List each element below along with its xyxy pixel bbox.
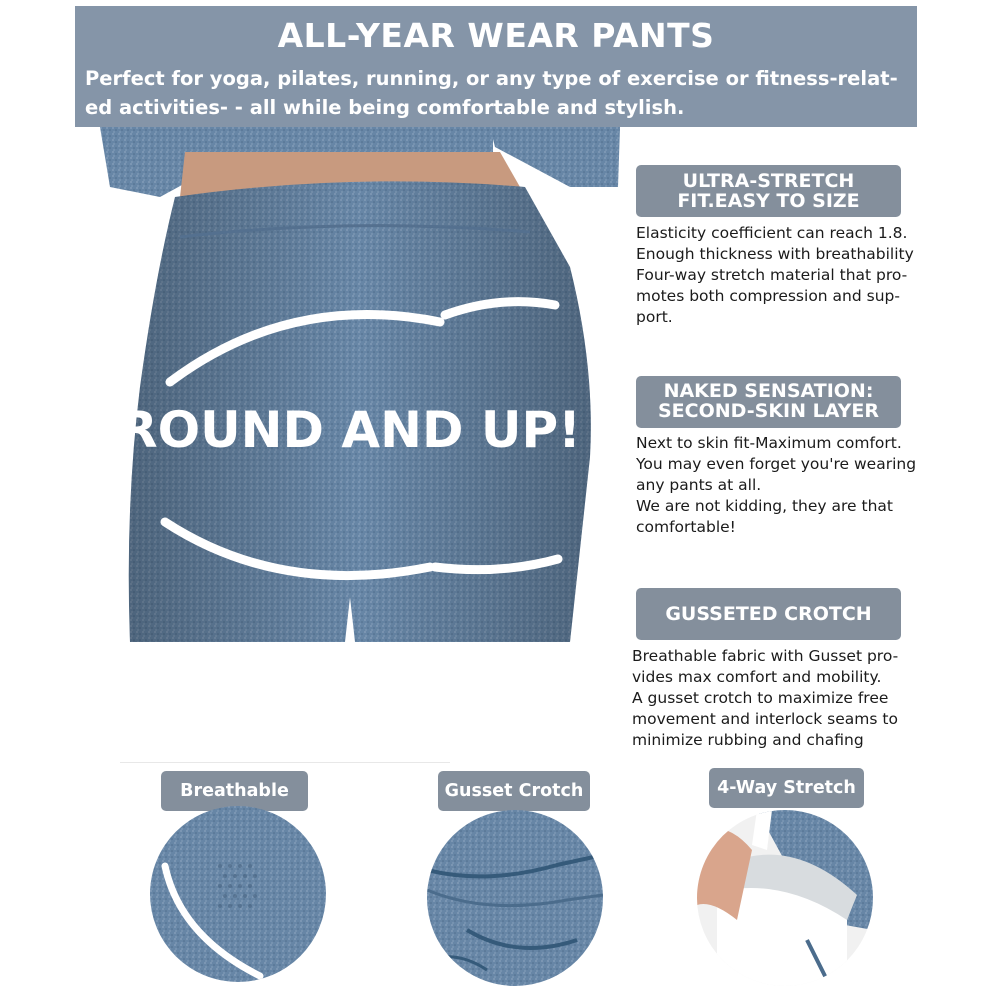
feature-line: comfortable! xyxy=(636,518,736,536)
detail-label-4-way-stretch: 4-Way Stretch xyxy=(709,768,864,808)
feature-line: motes both compression and sup- xyxy=(636,287,900,305)
feature-line: We are not kidding, they are that xyxy=(636,497,893,515)
stretch-fabric-closeup xyxy=(697,810,873,986)
feature-line: Enough thickness with breathability xyxy=(636,245,914,263)
detail-label-gusset-crotch: Gusset Crotch xyxy=(438,771,590,811)
feature-title-gusseted-crotch xyxy=(636,588,901,640)
banner-subtitle xyxy=(85,64,911,122)
detail-image-breathable xyxy=(150,806,326,982)
feature-line: movement and interlock seams to xyxy=(632,710,898,728)
feature-title-line: GUSSETED CROTCH xyxy=(665,603,872,625)
hero-product-image xyxy=(100,127,620,647)
gusset-fabric-closeup xyxy=(427,810,603,986)
feature-line: Elasticity coefficient can reach 1.8. xyxy=(636,224,908,242)
feature-title-line: FIT.EASY TO SIZE xyxy=(677,190,860,212)
detail-image-4-way-stretch xyxy=(697,810,873,986)
detail-image-gusset-crotch xyxy=(427,810,603,986)
banner-subtitle-line: Perfect for yoga, pilates, running, or any type of exercise or fitness-relat- xyxy=(85,67,898,90)
banner-title: ALL-YEAR WEAR PANTS xyxy=(277,16,715,55)
feature-line: any pants at all. xyxy=(636,476,762,494)
feature-title-line: NAKED SENSATION: xyxy=(663,380,874,402)
hero-overlay-text: ROUND AND UP! xyxy=(119,401,581,459)
feature-description-gusseted-crotch xyxy=(632,646,898,751)
feature-title-naked-sensation xyxy=(636,376,901,428)
feature-title-line: ULTRA-STRETCH xyxy=(682,170,855,192)
feature-line: A gusset crotch to maximize free xyxy=(632,689,889,707)
banner-subtitle-line: ed activities- - all while being comfortable and stylish. xyxy=(85,96,685,119)
feature-title-ultra-stretch xyxy=(636,165,901,217)
feature-description-naked-sensation xyxy=(636,433,916,538)
feature-line: vides max comfort and mobility. xyxy=(632,668,882,686)
feature-line: minimize rubbing and chafing xyxy=(632,731,864,749)
leggings-illustration xyxy=(100,127,620,647)
feature-line: Four-way stretch material that pro- xyxy=(636,266,908,284)
header-banner xyxy=(75,6,917,127)
feature-title-line: SECOND-SKIN LAYER xyxy=(657,400,880,422)
detail-label-breathable: Breathable xyxy=(161,771,308,811)
breathable-fabric-closeup xyxy=(150,806,326,982)
feature-line: You may even forget you're wearing xyxy=(636,455,917,473)
feature-line: Breathable fabric with Gusset pro- xyxy=(632,647,899,665)
divider xyxy=(120,762,450,763)
feature-description-ultra-stretch xyxy=(636,223,914,328)
feature-line: Next to skin fit-Maximum comfort. xyxy=(636,434,902,452)
feature-line: port. xyxy=(636,308,673,326)
